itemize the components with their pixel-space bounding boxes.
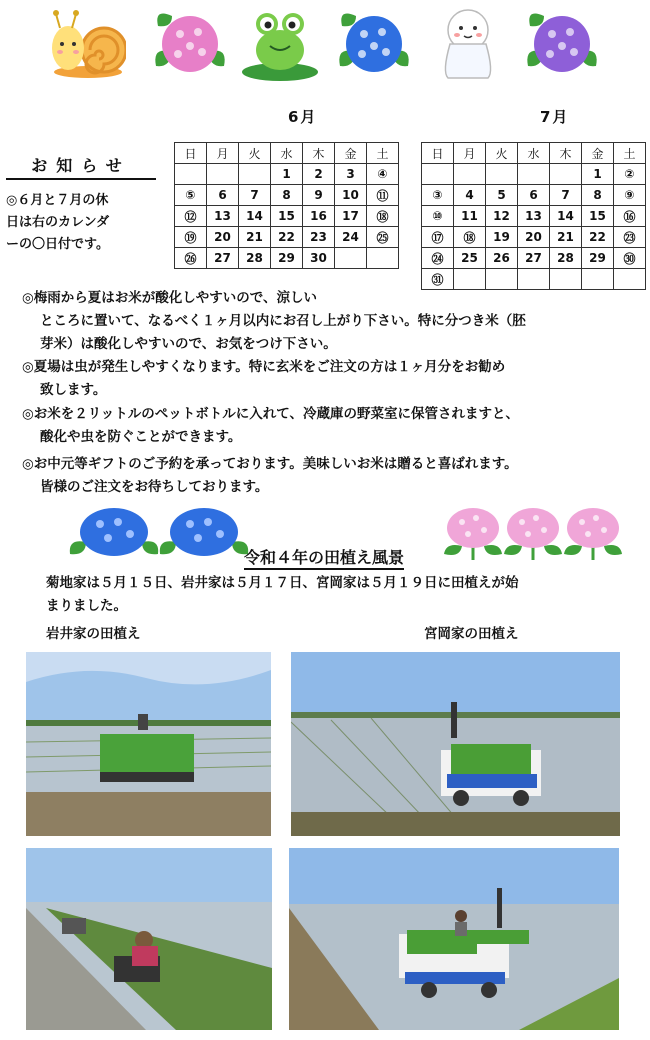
day-cell: 4	[454, 185, 486, 206]
day-cell: 19	[486, 227, 518, 248]
hydrangea-pink-icon	[442, 504, 504, 560]
calendar-week-row	[175, 185, 399, 206]
section-intro-line: まりました。	[46, 598, 127, 614]
july-calendar	[421, 142, 646, 290]
weekday-header: 水	[271, 143, 303, 164]
calendar-header-row	[175, 143, 399, 164]
empty-day-cell	[518, 269, 550, 290]
june-calendar	[174, 142, 399, 269]
empty-day-cell	[614, 269, 646, 290]
weekday-header: 木	[550, 143, 582, 164]
day-cell: 2	[303, 164, 335, 185]
empty-day-cell	[335, 248, 367, 269]
weekday-header: 水	[518, 143, 550, 164]
weekday-header: 金	[582, 143, 614, 164]
teru-teru-bozu-icon	[432, 6, 512, 82]
day-cell: 1	[271, 164, 303, 185]
july-title: 7月	[540, 108, 570, 126]
empty-day-cell	[486, 164, 518, 185]
day-cell: 25	[454, 248, 486, 269]
weekday-header: 日	[175, 143, 207, 164]
holiday-day-cell: ⑯	[614, 206, 646, 227]
day-cell: 17	[335, 206, 367, 227]
empty-day-cell	[367, 248, 399, 269]
day-cell: 21	[550, 227, 582, 248]
holiday-day-cell: ㉚	[614, 248, 646, 269]
day-cell: 22	[582, 227, 614, 248]
day-cell: 30	[303, 248, 335, 269]
holiday-day-cell: ㉛	[422, 269, 454, 290]
day-cell: 23	[303, 227, 335, 248]
hydrangea-blue-icon	[158, 504, 250, 560]
holiday-day-cell: ⑩	[422, 206, 454, 227]
rice-planting-photo	[26, 652, 271, 836]
day-cell: 13	[518, 206, 550, 227]
holiday-day-cell: ㉕	[367, 227, 399, 248]
day-cell: 8	[582, 185, 614, 206]
holiday-day-cell: ⑨	[614, 185, 646, 206]
day-cell: 16	[303, 206, 335, 227]
empty-day-cell	[207, 164, 239, 185]
holiday-day-cell: ⑱	[454, 227, 486, 248]
day-cell: 20	[207, 227, 239, 248]
paragraph-line: 皆様のご注文をお待ちしております。	[40, 479, 269, 495]
empty-day-cell	[486, 269, 518, 290]
calendar-week-row	[422, 164, 646, 185]
notice-body	[6, 190, 162, 256]
hydrangea-pink-icon	[150, 6, 230, 82]
holiday-day-cell: ⑪	[367, 185, 399, 206]
section-title: 令和４年の田植え風景	[244, 545, 404, 570]
empty-day-cell	[582, 269, 614, 290]
holiday-day-cell: ②	[614, 164, 646, 185]
weekday-header: 日	[422, 143, 454, 164]
day-cell: 6	[207, 185, 239, 206]
weekday-header: 火	[239, 143, 271, 164]
empty-day-cell	[239, 164, 271, 185]
holiday-day-cell: ⑤	[175, 185, 207, 206]
caption-left: 岩井家の田植え	[46, 626, 141, 642]
day-cell: 12	[486, 206, 518, 227]
day-cell: 27	[518, 248, 550, 269]
day-cell: 22	[271, 227, 303, 248]
day-cell: 3	[335, 164, 367, 185]
empty-day-cell	[550, 269, 582, 290]
weekday-header: 月	[454, 143, 486, 164]
paragraph-line: ◎夏場は虫が発生しやすくなります。特に玄米をご注文の方は１ヶ月分をお勧め	[22, 359, 506, 375]
calendar-week-row	[422, 185, 646, 206]
holiday-day-cell: ⑰	[422, 227, 454, 248]
day-cell: 28	[239, 248, 271, 269]
day-cell: 20	[518, 227, 550, 248]
day-cell: 5	[486, 185, 518, 206]
day-cell: 15	[582, 206, 614, 227]
calendar-week-row	[422, 248, 646, 269]
rice-planting-photo	[291, 652, 620, 836]
paragraph-line: 致します。	[40, 382, 107, 398]
day-cell: 7	[239, 185, 271, 206]
holiday-day-cell: ④	[367, 164, 399, 185]
caption-right: 宮岡家の田植え	[424, 626, 519, 642]
day-cell: 21	[239, 227, 271, 248]
notice-line: ◎６月と７月の休	[6, 193, 109, 208]
empty-day-cell	[518, 164, 550, 185]
calendar-week-row	[175, 164, 399, 185]
holiday-day-cell: ㉔	[422, 248, 454, 269]
day-cell: 14	[239, 206, 271, 227]
hydrangea-pink-icon	[502, 504, 564, 560]
weekday-header: 金	[335, 143, 367, 164]
day-cell: 8	[271, 185, 303, 206]
day-cell: 6	[518, 185, 550, 206]
paragraph-line: ◎梅雨から夏はお米が酸化しやすいので、涼しい	[22, 290, 318, 306]
rice-planting-photo	[289, 848, 619, 1030]
paragraph-line: ◎お中元等ギフトのご予約を承っております。美味しいお米は贈ると喜ばれます。	[22, 456, 518, 472]
empty-day-cell	[454, 164, 486, 185]
day-cell: 10	[335, 185, 367, 206]
hydrangea-purple-icon	[522, 6, 602, 82]
empty-day-cell	[422, 164, 454, 185]
day-cell: 9	[303, 185, 335, 206]
paragraph-line: ところに置いて、なるべく１ヶ月以内にお召し上がり下さい。特に分つき米（胚	[40, 313, 526, 329]
calendar-week-row	[422, 206, 646, 227]
holiday-day-cell: ㉓	[614, 227, 646, 248]
holiday-day-cell: ⑲	[175, 227, 207, 248]
weekday-header: 土	[367, 143, 399, 164]
day-cell: 29	[271, 248, 303, 269]
day-cell: 26	[486, 248, 518, 269]
snail-icon	[46, 6, 126, 82]
day-cell: 13	[207, 206, 239, 227]
calendar-header-row	[422, 143, 646, 164]
day-cell: 29	[582, 248, 614, 269]
holiday-day-cell: ㉖	[175, 248, 207, 269]
paragraph-line: 酸化や虫を防ぐことができます。	[40, 429, 242, 445]
calendar-week-row	[422, 227, 646, 248]
rice-planting-photo	[26, 848, 272, 1030]
day-cell: 27	[207, 248, 239, 269]
weekday-header: 木	[303, 143, 335, 164]
notice-line: ーの〇日付です。	[6, 237, 109, 252]
june-title: 6月	[288, 108, 318, 126]
day-cell: 28	[550, 248, 582, 269]
holiday-day-cell: ⑱	[367, 206, 399, 227]
empty-day-cell	[175, 164, 207, 185]
day-cell: 14	[550, 206, 582, 227]
frog-icon	[240, 6, 320, 82]
notice-title: お知らせ	[6, 153, 156, 180]
paragraph-line: ◎お米を２リットルのペットボトルに入れて、冷蔵庫の野菜室に保管されますと、	[22, 406, 519, 422]
calendar-week-row	[175, 206, 399, 227]
day-cell: 24	[335, 227, 367, 248]
day-cell: 11	[454, 206, 486, 227]
day-cell: 1	[582, 164, 614, 185]
hydrangea-pink-icon	[562, 504, 624, 560]
calendar-week-row	[422, 269, 646, 290]
day-cell: 7	[550, 185, 582, 206]
holiday-day-cell: ⑫	[175, 206, 207, 227]
empty-day-cell	[550, 164, 582, 185]
weekday-header: 月	[207, 143, 239, 164]
notice-line: 日は右のカレンダ	[6, 215, 110, 230]
calendar-week-row	[175, 248, 399, 269]
calendar-week-row	[175, 227, 399, 248]
section-intro-line: 菊地家は５月１５日、岩井家は５月１７日、宮岡家は５月１９日に田植えが始	[46, 575, 519, 591]
empty-day-cell	[454, 269, 486, 290]
weekday-header: 土	[614, 143, 646, 164]
paragraph-line: 芽米）は酸化しやすいので、お気をつけ下さい。	[40, 336, 337, 352]
hydrangea-blue-icon	[68, 504, 160, 560]
weekday-header: 火	[486, 143, 518, 164]
hydrangea-blue-icon	[334, 6, 414, 82]
holiday-day-cell: ③	[422, 185, 454, 206]
day-cell: 15	[271, 206, 303, 227]
